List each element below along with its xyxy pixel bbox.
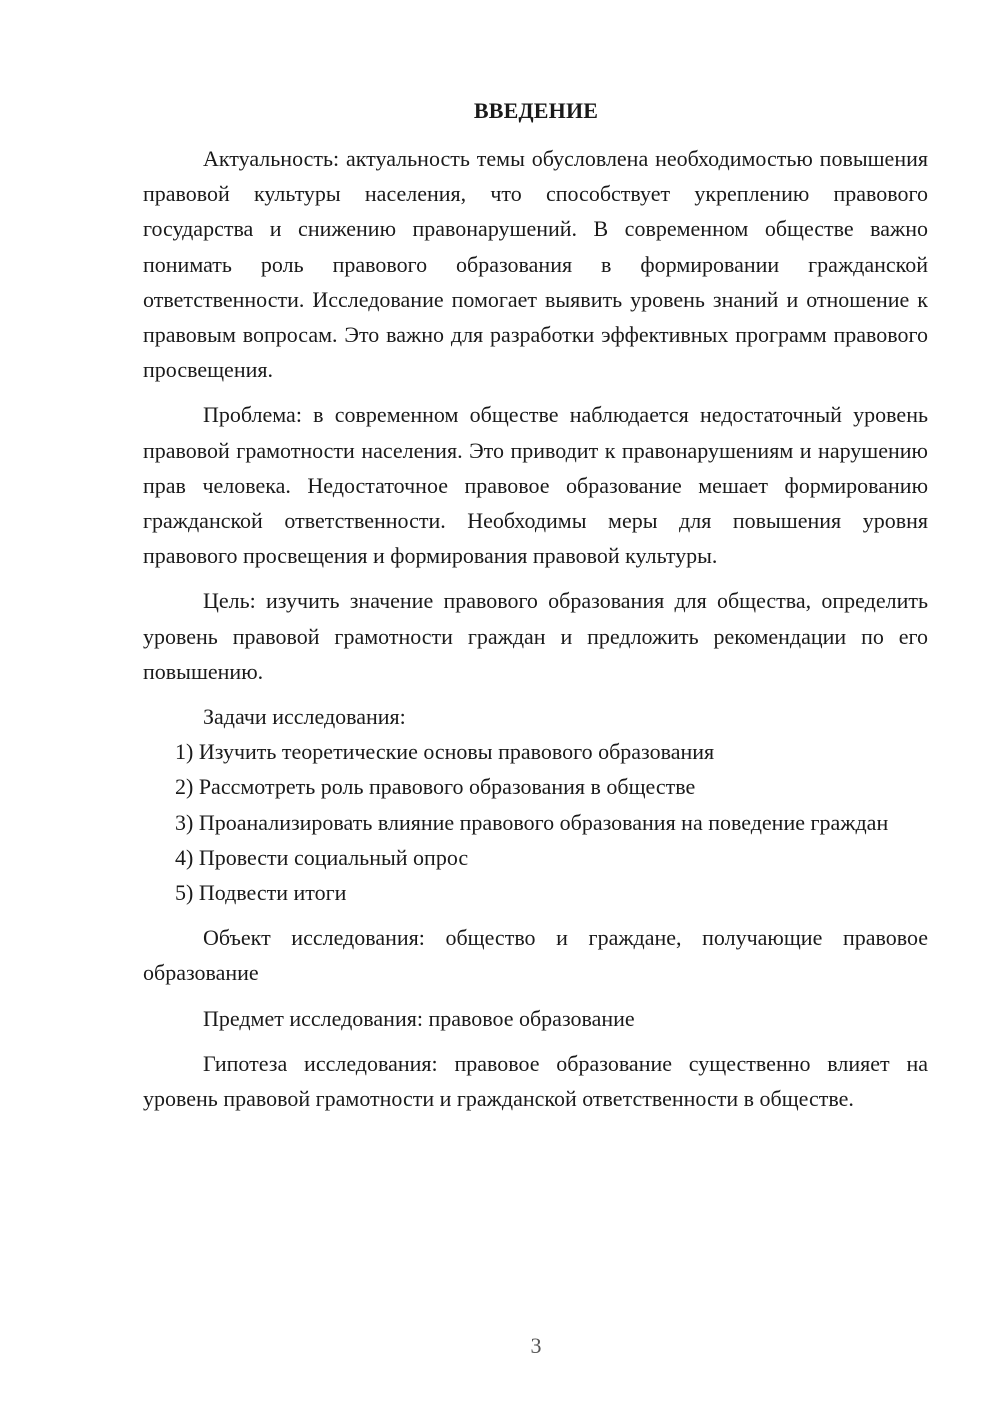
task-item-2: 2) Рассмотреть роль правового образования в обществе xyxy=(175,774,696,800)
paragraph-object: Объект исследования: общество и граждане, получающие правовое образование xyxy=(143,925,928,986)
task-item-5: 5) Подвести итоги xyxy=(175,880,347,906)
page-number: 3 xyxy=(530,1333,542,1358)
paragraph-hypothesis: Гипотеза исследования: правовое образование существенно влияет на уровень правовой грамотности и гражданской ответственности в обществе. xyxy=(143,1050,928,1112)
paragraph-subject: Предмет исследования: правовое образование xyxy=(203,1005,635,1031)
task-item-1: 1) Изучить теоретические основы правового образования xyxy=(175,739,715,765)
task-item-3: 3) Проанализировать влияние правового образования на поведение граждан xyxy=(175,809,889,835)
page-title: ВВЕДЕНИЕ xyxy=(473,98,599,123)
task-item-4: 4) Провести социальный опрос xyxy=(175,844,469,870)
document-body xyxy=(143,141,928,1116)
tasks-heading: Задачи исследования: xyxy=(203,704,406,730)
paragraph-goal: Цель: изучить значение правового образования для общества, определить уровень правовой грамотности граждан и предложить рекомендации по его повышению. xyxy=(143,588,928,684)
paragraph-relevance: Актуальность: актуальность темы обусловлена необходимостью повышения правовой культуры населения, что способствует укреплению правового государства и снижению правонарушений. В современном обществе важно понимать роль правового образования в формировании гражданской ответственности. Исследование помогает выявить уровень знаний и отношение к правовым вопросам. Это важно для разработки эффективных программ правового просвещения. xyxy=(143,146,928,383)
paragraph-problem: Проблема: в современном обществе наблюдается недостаточный уровень правовой грамотности населения. Это приводит к правонарушениям и нарушению прав человека. Недостаточное правовое образование мешает формированию гражданской ответственности. Необходимы меры для повышения уровня правового просвещения и формирования правовой культуры. xyxy=(143,402,928,569)
